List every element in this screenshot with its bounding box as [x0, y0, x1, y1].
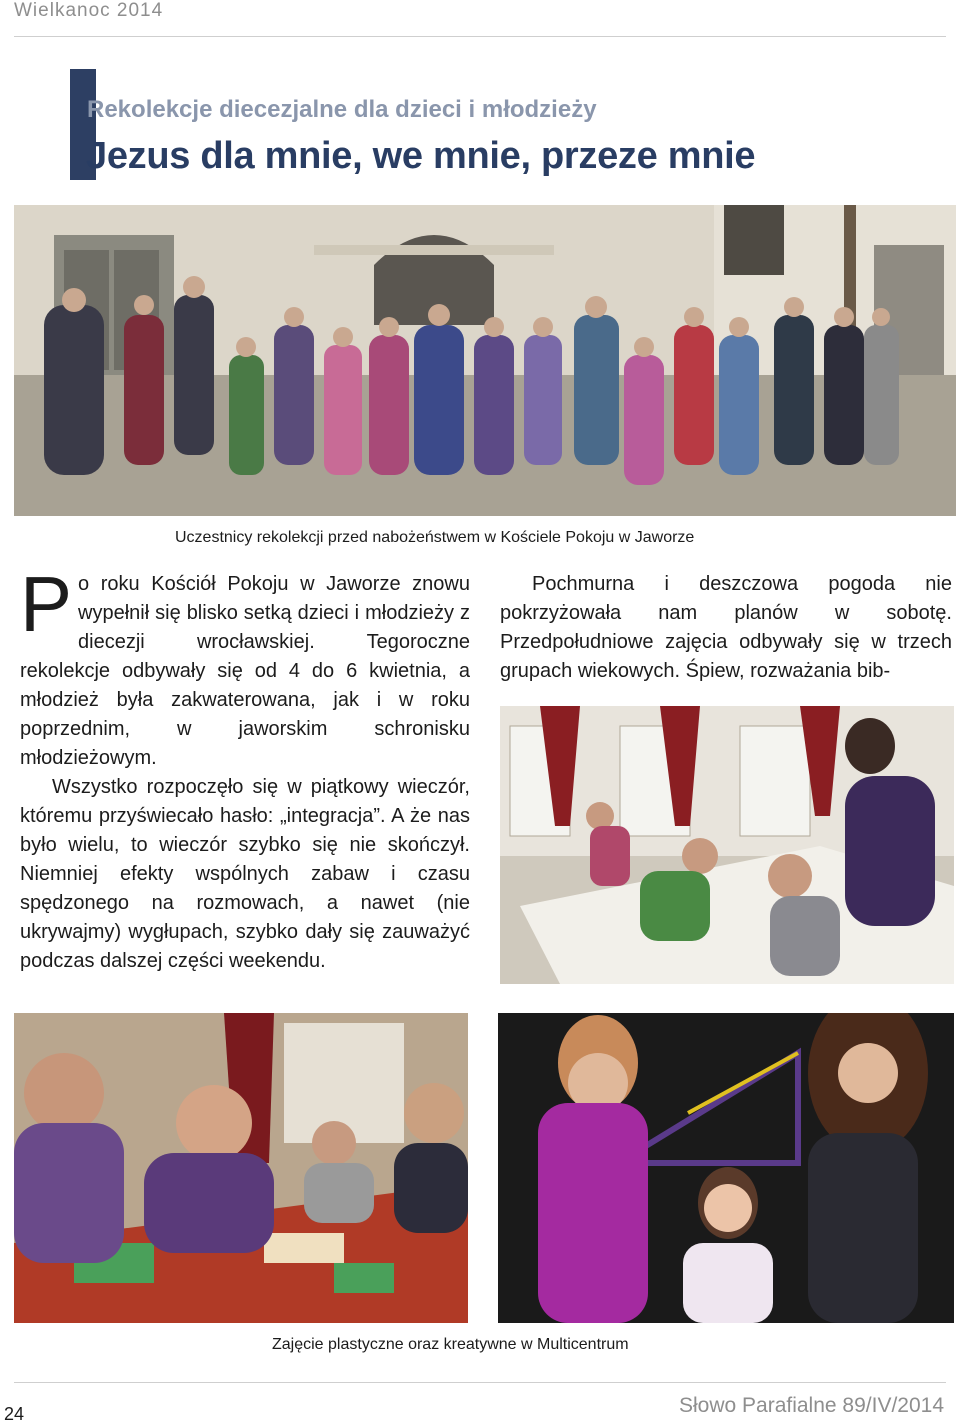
body-column-right	[500, 570, 952, 686]
paragraph-2: Wszystko rozpoczęło się w piątkowy wieczór, któremu przyświecało hasło: „integracja”. A że nas było wielu, to wieczór szybko się nie skończył. Niemniej efekty wspólnych zabaw i czasu spędzonego na rozmowach, a nawet (nie ukrywajmy) wygłupach, szybko dały się zauważyć podczas dalszej części weekendu.	[20, 776, 470, 972]
header-divider	[14, 36, 946, 37]
paragraph-1	[20, 560, 470, 773]
bottom-photos-caption: Zajęcie plastyczne oraz kreatywne w Multicentrum	[272, 1336, 629, 1353]
page-number: 24	[4, 1404, 25, 1424]
paragraph-1-text: o roku Kościół Pokoju w Jaworze znowu wypełnił się blisko setką dzieci i młodzieży z diecezji wrocławskiej. Tegoroczne rekolekcje odbywały się od 4 do 6 kwietnia, a młodzież była zakwaterowana, jak i w roku poprzednim, w jaworskim schronisku młodzieżowym.	[20, 573, 470, 769]
drop-cap: P	[20, 560, 73, 648]
kite-photo	[498, 1013, 954, 1323]
body-column-left	[20, 560, 470, 976]
running-header: Wielkanoc 2014	[14, 0, 164, 21]
footer-divider	[14, 1382, 946, 1383]
publication-title: Słowo Parafialne 89/IV/2014	[678, 1394, 944, 1417]
crafts-photo	[14, 1013, 468, 1323]
workshop-photo	[500, 706, 954, 984]
article-kicker: Rekolekcje diecezjalne dla dzieci i młodzieży	[87, 96, 597, 123]
group-photo	[14, 205, 956, 516]
article-headline: Jezus dla mnie, we mnie, przeze mnie	[86, 135, 756, 177]
group-photo-caption: Uczestnicy rekolekcji przed nabożeństwem w Kościele Pokoju w Jaworze	[175, 529, 695, 546]
paragraph-3: Pochmurna i deszczowa pogoda nie pokrzyżowała nam planów w sobotę. Przedpołudniowe zajęcia odbywały się w trzech grupach wiekowych. Śpiew, rozważania bib-	[500, 573, 952, 682]
